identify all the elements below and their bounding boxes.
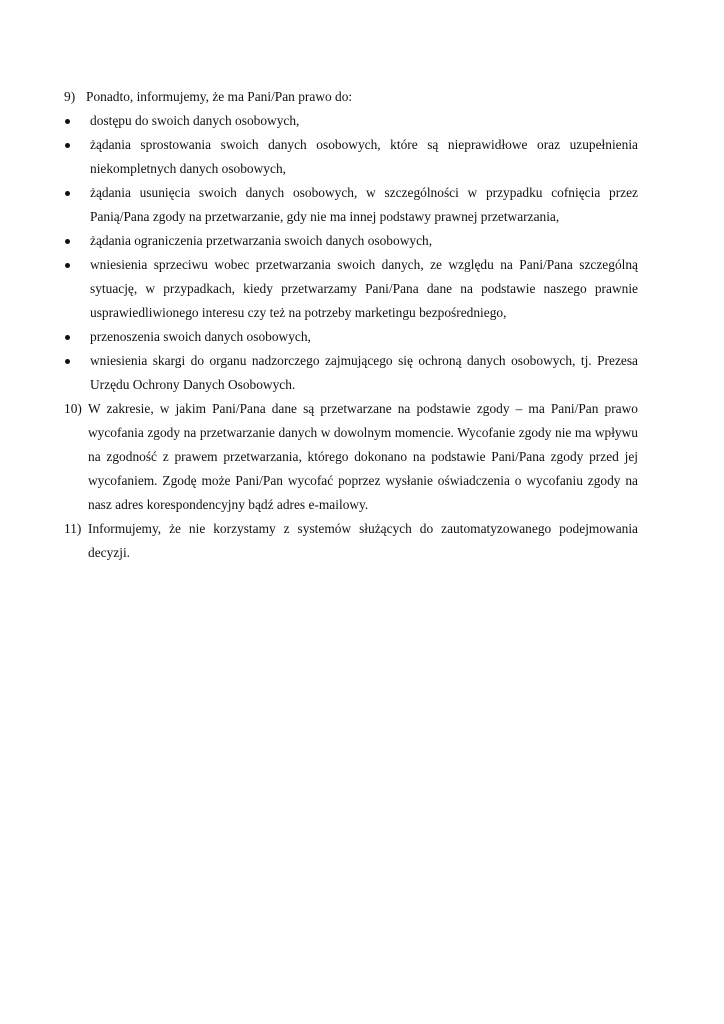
bullet-icon: [65, 143, 70, 148]
bullet-item: [64, 109, 638, 133]
item-text: Informujemy, że nie korzystamy z systemów służących do zautomatyzowanego podejmowania decyzji.: [88, 521, 638, 560]
item-text: Ponadto, informujemy, że ma Pani/Pan prawo do:: [86, 89, 353, 104]
bullet-text: dostępu do swoich danych osobowych,: [90, 113, 300, 128]
bullet-icon: [65, 119, 70, 124]
bullet-item: [64, 253, 638, 325]
bullet-icon: [65, 335, 70, 340]
numbered-item-10: [64, 397, 638, 517]
document-body: [64, 85, 638, 565]
bullet-icon: [65, 239, 70, 244]
bullet-icon: [65, 191, 70, 196]
numbered-item-9: [64, 85, 638, 109]
item-number: 11): [64, 521, 82, 536]
item-number: 9): [64, 89, 76, 104]
bullet-text: żądania usunięcia swoich danych osobowych, w szczególności w przypadku cofnięcia przez Panią/Pana zgody na przetwarzanie, gdy nie ma innej podstawy prawnej przetwarzania,: [90, 185, 638, 224]
item-text: W zakresie, w jakim Pani/Pana dane są przetwarzane na podstawie zgody – ma Pani/Pan prawo wycofania zgody na przetwarzanie danych w dowolnym momencie. Wycofanie zgody nie ma wpływu na zgodność z prawem przetwarzania, którego dokonano na podstawie Pani/Pana zgody przed jej wycofaniem. Zgodę może Pani/Pan wycofać poprzez wysłanie oświadczenia o wycofaniu zgody na nasz adres korespondencyjny bądź adres e-mailowy.: [88, 401, 638, 512]
bullet-icon: [65, 263, 70, 268]
bullet-text: przenoszenia swoich danych osobowych,: [90, 329, 311, 344]
bullet-item: [64, 229, 638, 253]
bullet-item: [64, 181, 638, 229]
bullet-text: żądania ograniczenia przetwarzania swoich danych osobowych,: [90, 233, 433, 248]
bullet-text: wniesienia sprzeciwu wobec przetwarzania swoich danych, ze względu na Pani/Pana szczególną sytuację, w przypadkach, kiedy przetwarzamy Pani/Pana dane na podstawie naszego prawnie usprawiedliwionego interesu czy też na potrzeby marketingu bezpośredniego,: [90, 257, 638, 320]
bullet-icon: [65, 359, 70, 364]
item-number: 10): [64, 401, 82, 416]
bullet-item: [64, 325, 638, 349]
bullet-text: żądania sprostowania swoich danych osobowych, które są nieprawidłowe oraz uzupełnienia niekompletnych danych osobowych,: [90, 137, 638, 176]
numbered-item-11: [64, 517, 638, 565]
bullet-item: [64, 349, 638, 397]
bullet-text: wniesienia skargi do organu nadzorczego zajmującego się ochroną danych osobowych, tj. Prezesa Urzędu Ochrony Danych Osobowych.: [90, 353, 638, 392]
bullet-item: [64, 133, 638, 181]
